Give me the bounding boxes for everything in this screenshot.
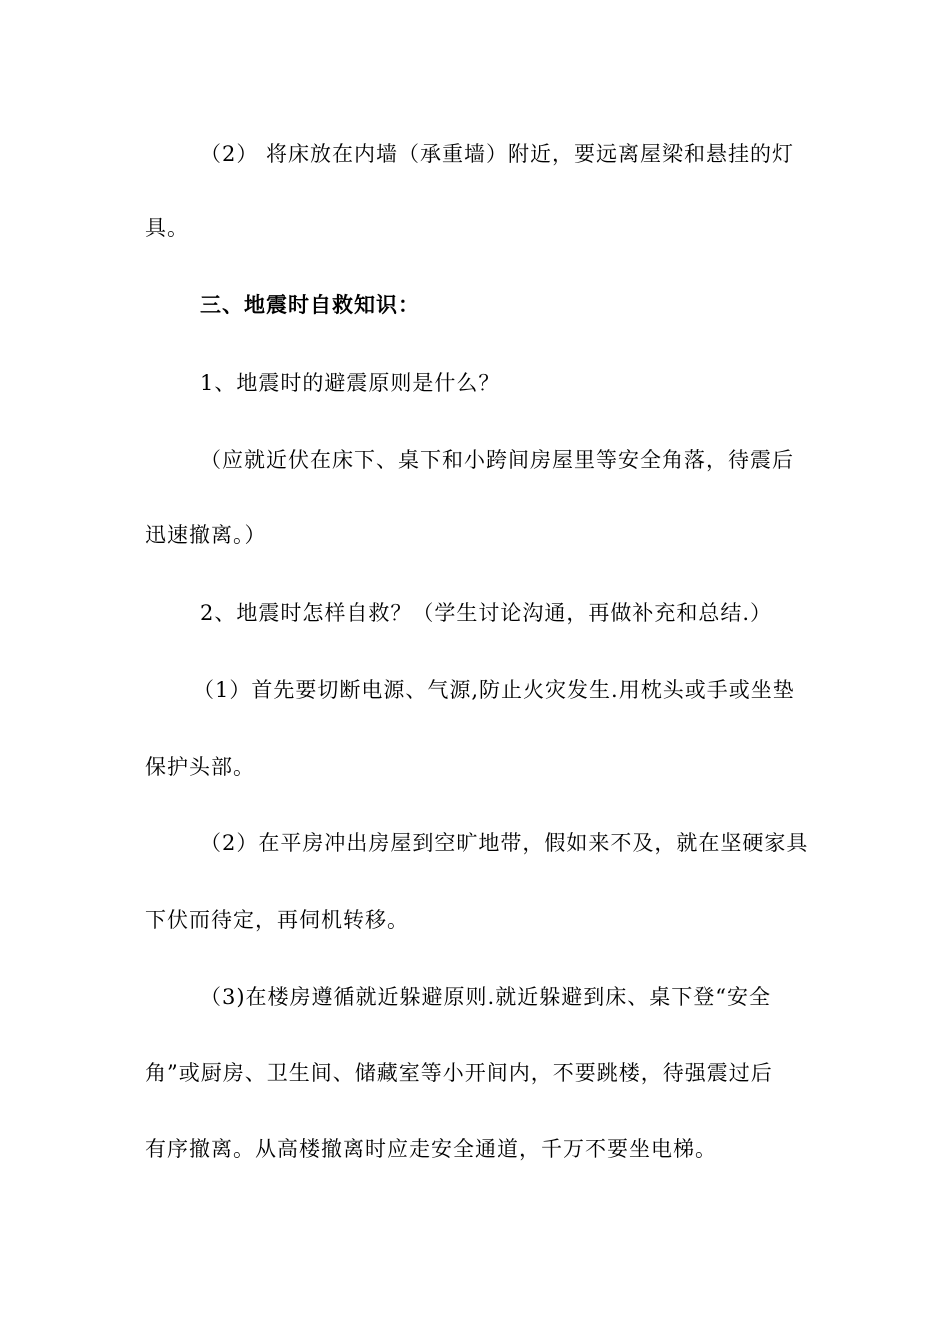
- question-2: 2、地震时怎样自救？（学生讨论沟通，再做补充和总结.）: [200, 601, 773, 625]
- text-line-2: 具。: [145, 216, 189, 240]
- item-2-line-2: 下伏而待定，再伺机转移。: [145, 908, 409, 932]
- answer-1-line-2: 迅速撤离。）: [145, 523, 267, 547]
- item-2-line-1: （2）在平房冲出房屋到空旷地带，假如来不及，就在坚硬家具: [200, 831, 809, 855]
- item-3-line-2: 角”或厨房、卫生间、储藏室等小开间内，不要跳楼，待强震过后: [145, 1061, 773, 1085]
- item-3-line-1: （3)在楼房遵循就近躲避原则.就近躲避到床、桌下登“安全: [200, 985, 771, 1009]
- item-3-line-3: 有序撤离。从高楼撤离时应走安全通道，千万不要坐电梯。: [145, 1137, 717, 1161]
- item-1-line-1: （1）首先要切断电源、气源,防止火灾发生.用枕头或手或坐垫: [193, 678, 795, 702]
- item-1-line-2: 保护头部。: [145, 755, 255, 779]
- section-heading: 三、地震时自救知识：: [200, 292, 420, 317]
- question-1: 1、地震时的避震原则是什么？: [200, 371, 501, 395]
- answer-1-line-1: （应就近伏在床下、桌下和小跨间房屋里等安全角落，待震后: [200, 448, 794, 472]
- text-line-1: （2） 将床放在内墙（承重墙）附近，要远离屋梁和悬挂的灯: [200, 142, 795, 166]
